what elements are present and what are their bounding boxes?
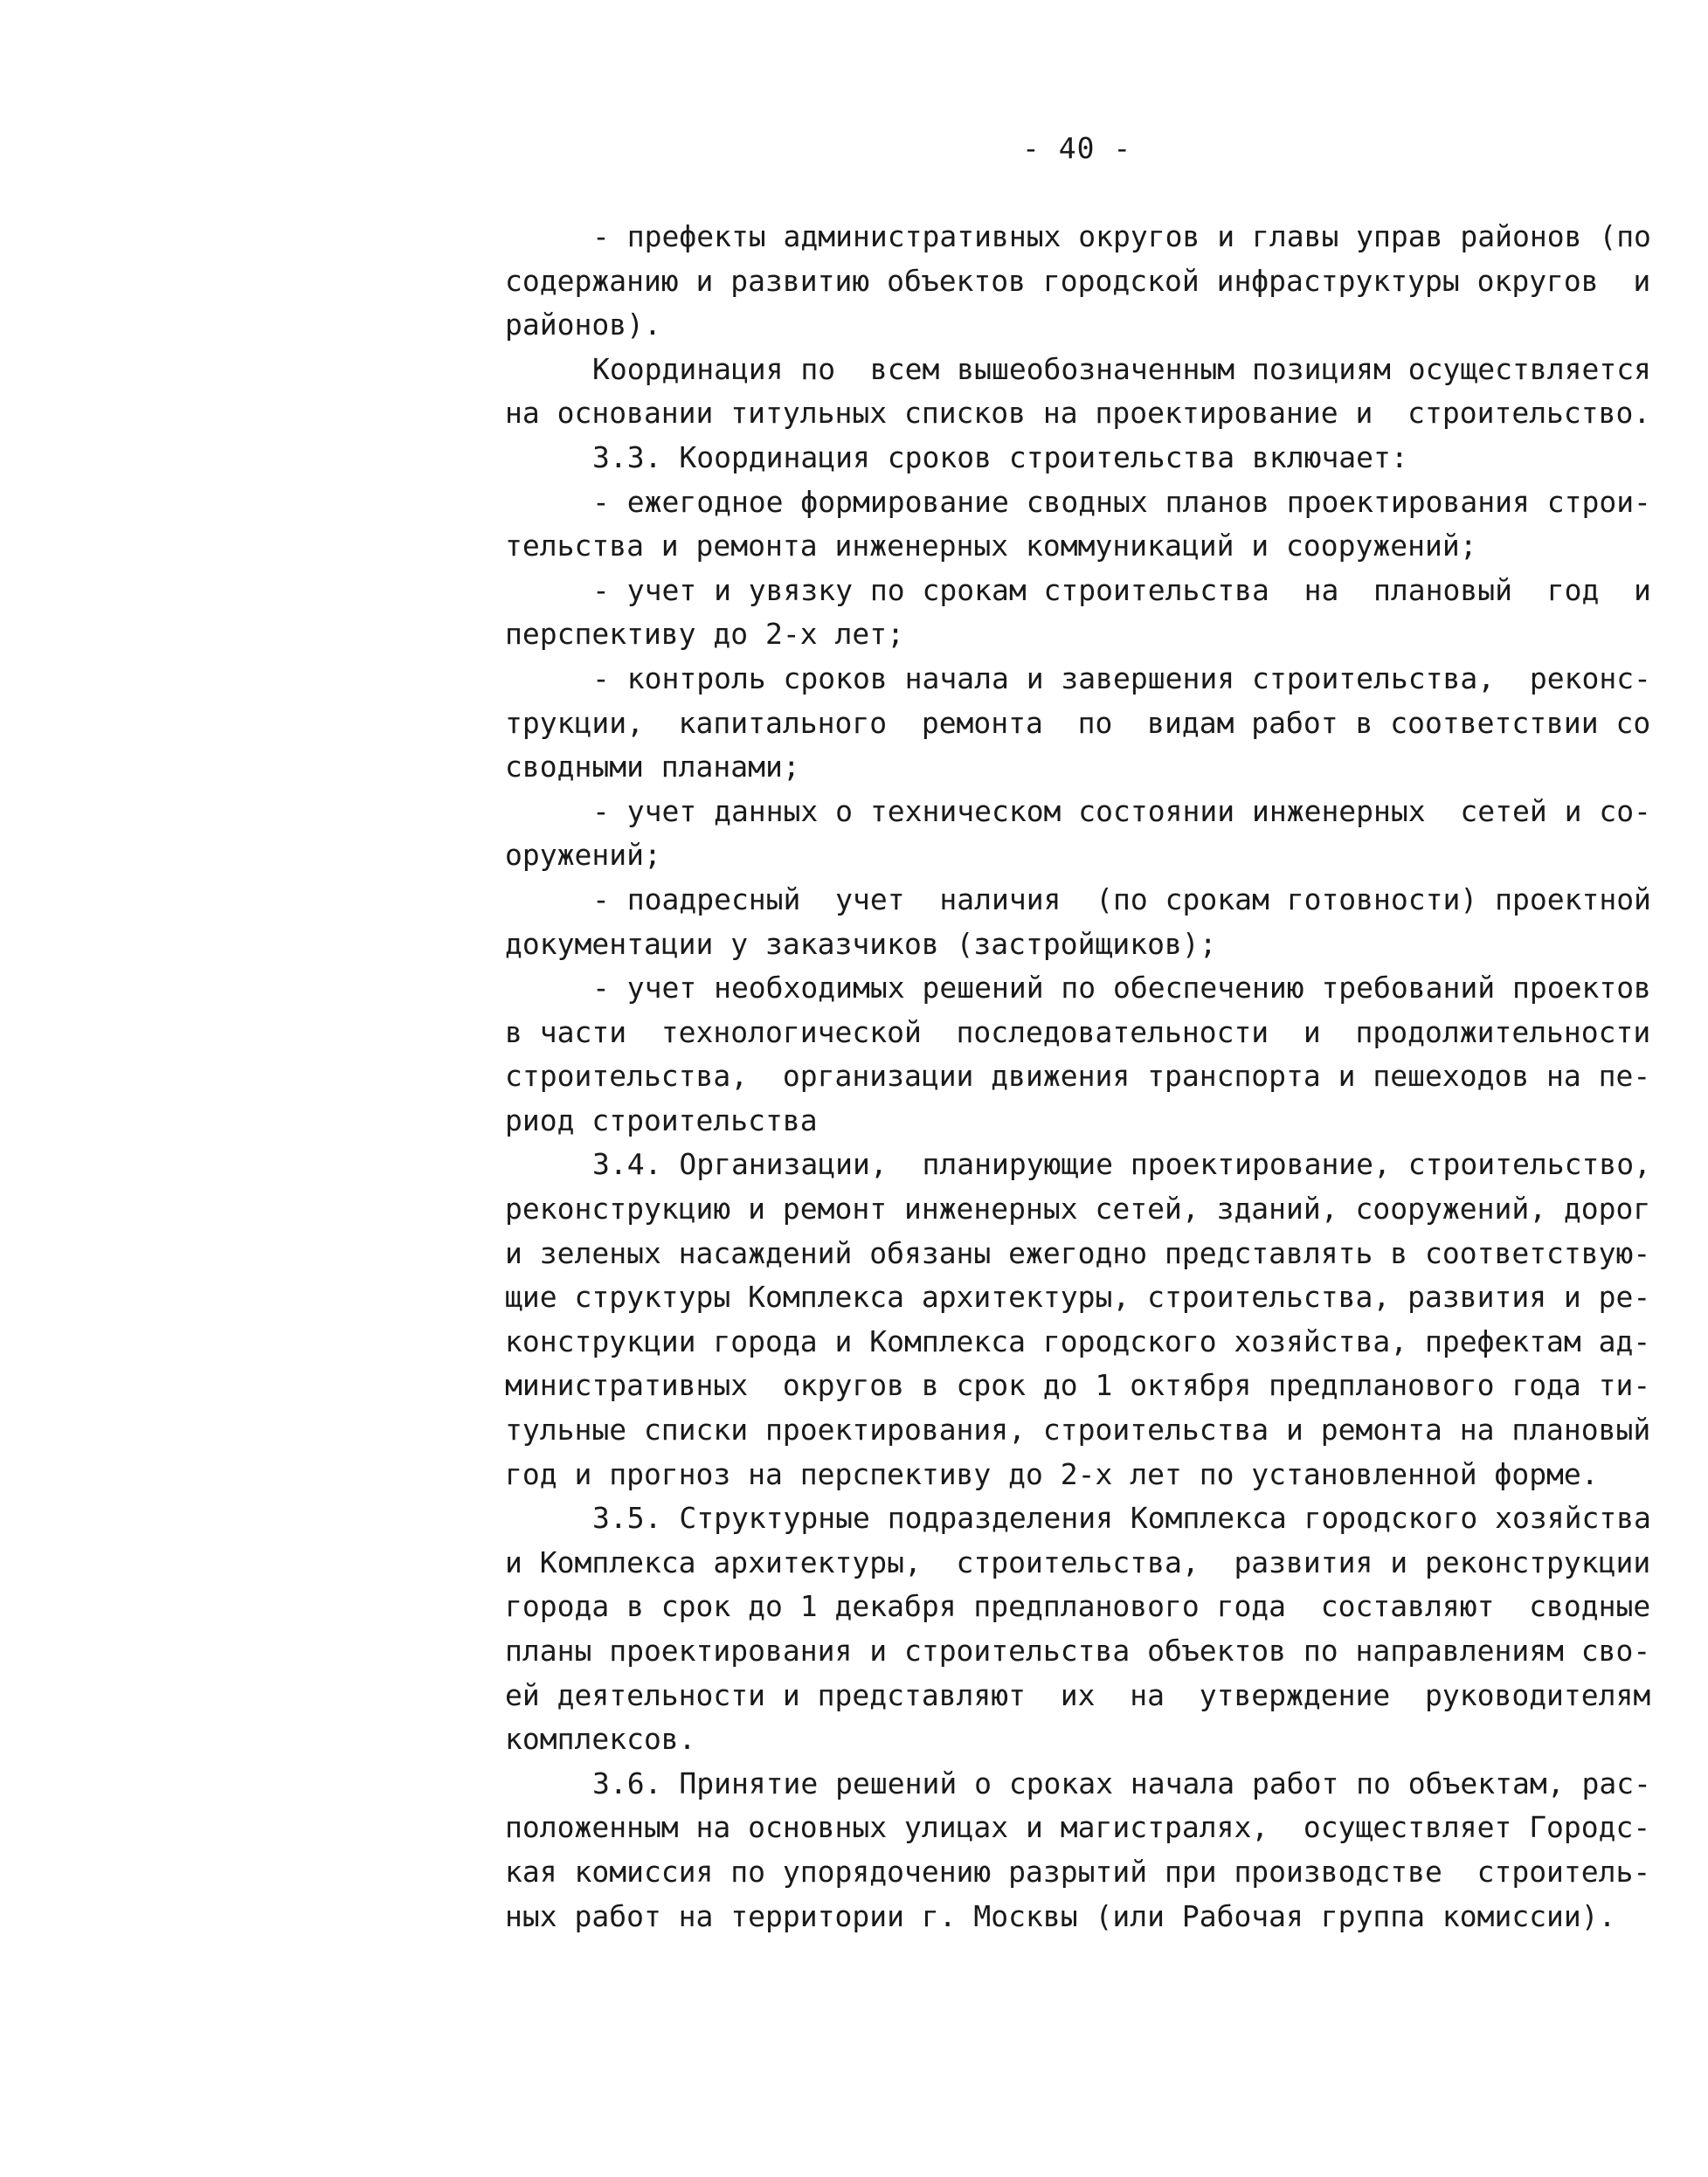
text-line: тульные списки проектирования, строительства и ремонта на плановый	[505, 1413, 1651, 1448]
text-line: - учет необходимых решений по обеспечению требований проектов	[592, 971, 1651, 1006]
text-line: 3.4. Организации, планирующие проектирование, строительство,	[592, 1147, 1651, 1182]
text-line: конструкции города и Комплекса городского хозяйства, префектам ад-	[505, 1323, 1651, 1358]
page-number: - 40 -	[1022, 131, 1132, 165]
text-line: города в срок до 1 декабря предпланового года составляют сводные	[505, 1589, 1651, 1624]
text-line: районов).	[505, 308, 661, 342]
text-line: реконструкцию и ремонт инженерных сетей, зданий, сооружений, дорог	[505, 1192, 1651, 1227]
text-line: 3.6. Принятие решений о сроках начала работ по объектам, рас-	[592, 1766, 1651, 1800]
text-line: трукции, капитального ремонта по видам работ в соответствии со	[505, 705, 1651, 740]
text-line: кая комиссия по упорядочению разрытий при производстве строитель-	[505, 1854, 1651, 1889]
text-line: министративных округов в срок до 1 октября предпланового года ти-	[505, 1368, 1651, 1403]
text-line: - учет данных о техническом состоянии инженерных сетей и со-	[592, 793, 1651, 828]
text-line: планы проектирования и строительства объектов по направлениям сво-	[505, 1634, 1651, 1668]
text-line: и зеленых насаждений обязаны ежегодно представлять в соответствую-	[505, 1235, 1651, 1270]
text-line: - поадресный учет наличия (по срокам готовности) проектной	[592, 881, 1651, 916]
text-line: на основании титульных списков на проектирование и строительство.	[505, 396, 1651, 431]
text-line: в части технологической последовательности и продолжительности	[505, 1014, 1651, 1049]
text-line: и Комплекса архитектуры, строительства, развития и реконструкции	[505, 1545, 1651, 1579]
text-line: ей деятельности и представляют их на утверждение руководителям	[505, 1677, 1651, 1712]
text-line: тельства и ремонта инженерных коммуникаций и сооружений;	[505, 529, 1477, 563]
text-line: - ежегодное формирование сводных планов проектирования строи-	[592, 484, 1651, 519]
text-line: год и прогноз на перспективу до 2-х лет по установленной форме.	[505, 1456, 1599, 1491]
text-line: риод строительства	[505, 1102, 818, 1137]
text-line: перспективу до 2-х лет;	[505, 617, 904, 652]
text-line: 3.3. Координация сроков строительства включает:	[592, 439, 1408, 474]
text-line: - префекты административных округов и главы управ районов (по	[592, 219, 1651, 253]
text-line: комплексов.	[505, 1722, 696, 1757]
document-body	[505, 215, 1667, 1939]
text-line: ных работ на территории г. Москвы (или Рабочая группа комиссии).	[505, 1898, 1616, 1933]
text-line: 3.5. Структурные подразделения Комплекса городского хозяйства	[592, 1501, 1651, 1536]
text-line: щие структуры Комплекса архитектуры, строительства, развития и ре-	[505, 1280, 1651, 1315]
text-line: содержанию и развитию объектов городской инфраструктуры округов и	[505, 263, 1651, 298]
text-line: Координация по всем вышеобозначенным позициям осуществляется	[592, 351, 1651, 386]
text-line: - контроль сроков начала и завершения строительства, реконс-	[592, 660, 1651, 695]
text-line: сводными планами;	[505, 750, 800, 784]
text-line: оружений;	[505, 838, 661, 873]
text-line: положенным на основных улицах и магистралях, осуществляет Городс-	[505, 1810, 1651, 1845]
text-line: документации у заказчиков (застройщиков);	[505, 926, 1217, 961]
text-line: - учет и увязку по срокам строительства на плановый год и	[592, 572, 1651, 607]
text-line: строительства, организации движения транспорта и пешеходов на пе-	[505, 1059, 1651, 1094]
